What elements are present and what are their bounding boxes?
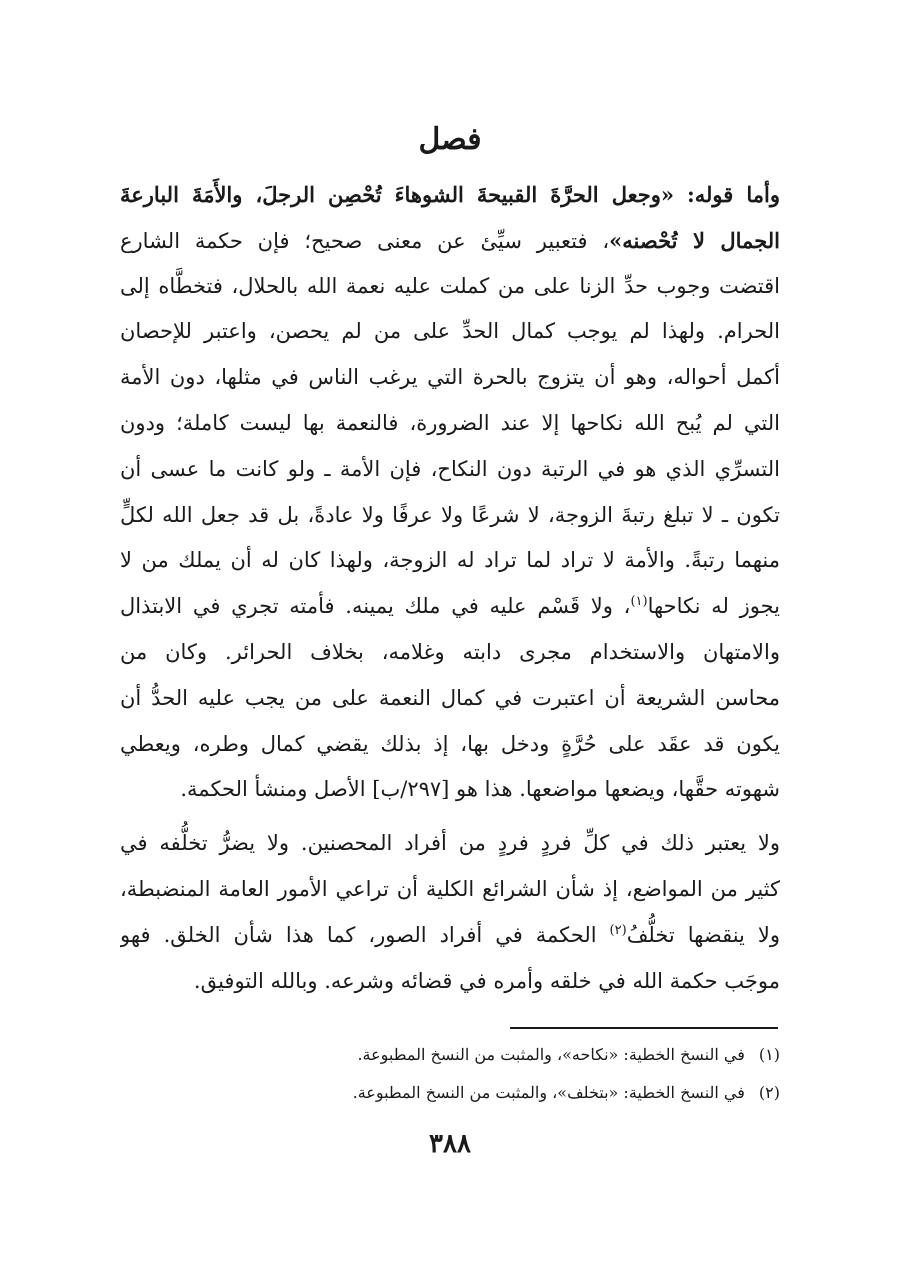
footnote-ref-2[interactable]: (٢) [609, 922, 627, 938]
text-line: وأما قوله: «وجعل الحرَّةَ القبيحةَ الشوهاءَ تُحْصِن الرجلَ، والأَمَةَ البارعةَ [120, 182, 780, 207]
text-line: التسرِّي الذي هو في الرتبة دون النكاح، فإن الأمة ـ ولو كانت ما عسى أن [120, 456, 780, 481]
text-line [120, 913, 780, 959]
text-line: موجَب حكمة الله في خلقه وأمره في قضائه وشرعه. وبالله التوفيق. [193, 968, 780, 993]
text-line [120, 584, 780, 630]
text-line: والامتهان والاستخدام مجرى دابته وغلامه، بخلاف الحرائر. وكان من [120, 639, 780, 664]
text-segment: ولا ينقضها تخلُّفُ [626, 922, 780, 947]
text-line [120, 218, 780, 264]
footnote-number: (٢) [758, 1083, 780, 1102]
text-line: محاسن الشريعة أن اعتبرت في كمال النعمة على من يجب عليه الحدُّ أن [120, 685, 780, 710]
paragraph-gap [120, 813, 780, 821]
footnote-divider [510, 1027, 778, 1029]
text-line: أكمل أحواله، وهو أن يتزوج بالحرة التي يرغب الناس في مثلها، دون الأمة [120, 365, 780, 390]
main-text [120, 172, 780, 1004]
text-line: شهوته حقَّها، ويضعها مواضعها. هذا هو [٢٩٧/ب] الأصل ومنشأ الحكمة. [180, 777, 780, 802]
footnote-number: (١) [758, 1045, 780, 1064]
quoted-phrase: الجمال لا تُحْصنه» [609, 227, 780, 253]
text-line: التي لم يُبح الله نكاحها إلا عند الضرورة، فالنعمة بها ليست كاملة؛ ودون [120, 410, 780, 435]
text-segment: ، فتعبير سيِّئ عن معنى صحيح؛ فإن حكمة الشارع [120, 228, 610, 253]
footnote-ref-1[interactable]: (١) [630, 594, 648, 610]
text-line: ولا يعتبر ذلك في كلِّ فردٍ فردٍ من أفراد المحصنين. ولا يضرُّ تخلُّفه في [120, 831, 780, 856]
text-segment: يجوز له نكاحها [647, 594, 780, 619]
footnote-text: في النسخ الخطية: «بتخلف»، والمثبت من النسخ المطبوعة. [352, 1083, 745, 1102]
footnote-2 [200, 1080, 780, 1106]
text-line: الحرام. ولهذا لم يوجب كمال الحدِّ على من لم يحصن، واعتبر للإحصان [120, 319, 780, 344]
text-line: اقتضت وجوب حدِّ الزنا على من كملت عليه نعمة الله بالحلال، فتخطَّاه إلى [120, 273, 780, 298]
text-segment: ، ولا قَسْم عليه في ملك يمينه. فأمته تجري في الابتذال [120, 594, 631, 619]
footnote-text: في النسخ الخطية: «نكاحه»، والمثبت من النسخ المطبوعة. [357, 1045, 745, 1064]
text-segment: الحكمة في أفراد الصور، كما هذا شأن الخلق. فهو [120, 922, 610, 947]
text-line: منهما رتبةً. والأمة لا تراد لما تراد له الزوجة، ولهذا كان له أن يملك من لا [120, 548, 780, 573]
section-heading: فصل [418, 122, 482, 157]
text-line: يكون قد عقَد على حُرَّةٍ ودخل بها، إذ بذلك يقضي كمال وطره، ويعطي [120, 731, 780, 756]
page-number: ٣٨٨ [429, 1129, 471, 1159]
text-line: تكون ـ لا تبلغ رتبةَ الزوجة، لا شرعًا ولا عرفًا ولا عادةً، بل قد جعل الله لكلٍّ [120, 502, 780, 527]
footnote-1 [200, 1042, 780, 1068]
text-line: كثير من المواضع، إذ شأن الشرائع الكلية أن تراعي الأمور العامة المنضبطة، [120, 876, 780, 901]
